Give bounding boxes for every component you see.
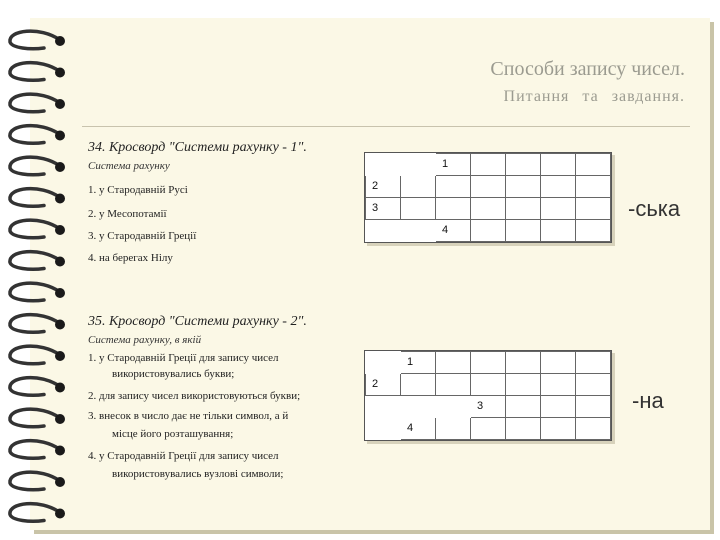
binding-ring [10, 315, 60, 333]
binding-hole [55, 477, 65, 487]
clue-number: 3 [372, 202, 379, 214]
slide-title: Способи запису чисел. [490, 58, 685, 80]
slide-subtitle: Питання та завдання. [503, 88, 685, 105]
binding-ring [10, 252, 60, 270]
binding-hole [55, 509, 65, 519]
binding-ring [10, 157, 60, 175]
clue-number: 1 [407, 356, 414, 368]
puzzle1-heading: 34. Кросворд "Системи рахунку - 1". [88, 140, 307, 155]
binding-ring [10, 63, 60, 81]
binding-hole [55, 99, 65, 109]
puzzle2-item-1-cont: використовувались букви; [112, 368, 235, 380]
binding-hole [55, 257, 65, 267]
binding-hole [55, 131, 65, 141]
puzzle2-heading: 35. Кросворд "Системи рахунку - 2". [88, 314, 307, 329]
puzzle2-item-1: 1. у Стародавній Греції для запису чисел [88, 352, 279, 364]
clue-number: 4 [407, 422, 414, 434]
puzzle1-suffix: -ська [628, 196, 681, 221]
binding-hole [55, 194, 65, 204]
clue-number: 4 [442, 224, 449, 236]
binding-hole [55, 446, 65, 456]
puzzle1-item-1: 1. у Стародавній Русі [88, 184, 188, 196]
clue-number: 1 [442, 158, 449, 170]
binding-ring [10, 441, 60, 459]
clue-number: 2 [372, 180, 379, 192]
binding-hole [55, 320, 65, 330]
binding-hole [55, 383, 65, 393]
puzzle2-item-4-cont: використовувались вузлові символи; [112, 468, 284, 480]
binding-ring [10, 504, 60, 522]
binding-ring [10, 31, 60, 49]
crossword-grid-2 [364, 350, 612, 441]
puzzle2-item-3: 3. внесок в число дає не тільки символ, а й [88, 410, 289, 422]
clue-number: 2 [372, 378, 379, 390]
binding-ring [10, 472, 60, 490]
binding-hole [55, 36, 65, 46]
binding-ring [10, 126, 60, 144]
puzzle2-item-2: 2. для запису чисел використовуються букви; [88, 390, 301, 402]
puzzle1-item-4: 4. на берегах Нілу [88, 252, 173, 264]
binding-hole [55, 414, 65, 424]
binding-ring [10, 346, 60, 364]
puzzle1-item-2: 2. у Месопотамії [88, 208, 167, 220]
binding-hole [55, 288, 65, 298]
binding-hole [55, 162, 65, 172]
binding-ring [10, 378, 60, 396]
puzzle1-caption: Система рахунку [88, 160, 170, 172]
binding-ring [10, 94, 60, 112]
puzzle2-item-3-cont: місце його розташування; [112, 428, 234, 440]
puzzle2-caption: Система рахунку, в якій [88, 334, 202, 346]
crossword-grid-1 [364, 152, 612, 243]
binding-hole [55, 68, 65, 78]
divider [82, 126, 690, 127]
puzzle2-item-4: 4. у Стародавній Греції для запису чисел [88, 450, 279, 462]
binding-hole [55, 225, 65, 235]
binding-ring [10, 283, 60, 301]
clue-number: 3 [477, 400, 484, 412]
binding-hole [55, 351, 65, 361]
binding-ring [10, 409, 60, 427]
binding-ring [10, 189, 60, 207]
puzzle2-suffix: -на [632, 388, 664, 413]
spiral-binding [0, 0, 80, 540]
binding-ring [10, 220, 60, 238]
puzzle1-item-3: 3. у Стародавній Греції [88, 230, 197, 242]
